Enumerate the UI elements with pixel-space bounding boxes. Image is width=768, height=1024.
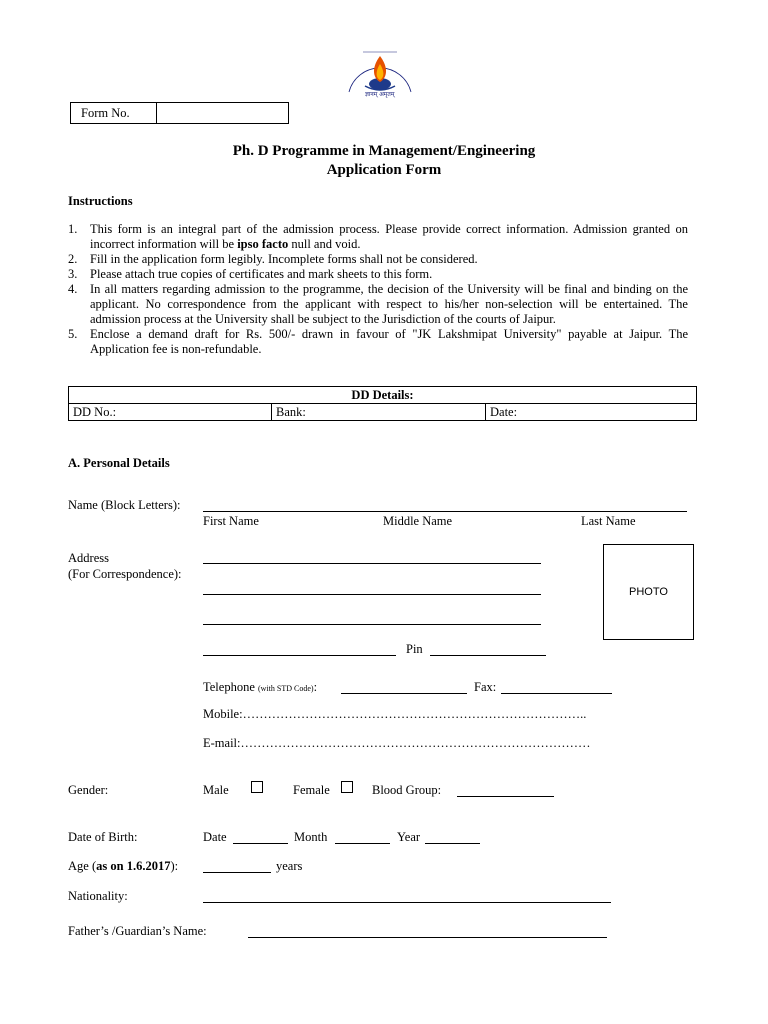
- female-checkbox[interactable]: [341, 781, 353, 796]
- middle-name-caption: Middle Name: [383, 514, 453, 528]
- gender-label: Gender:: [68, 783, 109, 797]
- form-number-label: Form No.: [71, 103, 157, 123]
- fax-input[interactable]: [501, 693, 612, 694]
- age-label: Age (as on 1.6.2017):: [68, 859, 179, 873]
- fax-label: Fax:: [474, 680, 497, 694]
- dob-year-label: Year: [397, 830, 421, 844]
- dd-details-table: [68, 386, 697, 421]
- male-label: Male: [203, 783, 229, 797]
- dob-label: Date of Birth:: [68, 830, 138, 844]
- instructions-heading: Instructions: [68, 194, 133, 208]
- dd-bank-field[interactable]: Bank:: [272, 404, 486, 421]
- form-number-field[interactable]: [157, 103, 288, 123]
- dob-date-input[interactable]: [233, 843, 288, 844]
- female-label: Female: [293, 783, 330, 797]
- instruction-item: 1. This form is an integral part of the admission process. Please provide correct information. Admission granted on incorrect information will be ipso facto null and void.: [68, 222, 688, 251]
- telephone-label: Telephone (with STD Code):: [203, 680, 318, 694]
- blood-group-input[interactable]: [457, 796, 554, 797]
- age-input[interactable]: [203, 872, 271, 873]
- address-line-2[interactable]: [203, 594, 541, 595]
- dob-month-input[interactable]: [335, 843, 390, 844]
- address-sub-label: (For Correspondence):: [68, 567, 182, 581]
- address-line-4[interactable]: [203, 655, 396, 656]
- blood-group-label: Blood Group:: [372, 783, 442, 797]
- instruction-item: 3. Please attach true copies of certificates and mark sheets to this form.: [68, 267, 433, 281]
- dd-date-field[interactable]: Date:: [486, 404, 697, 421]
- telephone-note: (with STD Code): [258, 684, 314, 693]
- telephone-input[interactable]: [341, 693, 467, 694]
- dob-month-label: Month: [294, 830, 328, 844]
- form-title: Ph. D Programme in Management/Engineering: [232, 143, 536, 159]
- male-checkbox[interactable]: [251, 781, 263, 796]
- form-subtitle: Application Form: [326, 162, 442, 178]
- name-input[interactable]: [203, 511, 687, 512]
- instruction-item: 5. Enclose a demand draft for Rs. 500/- drawn in favour of "JK Lakshmipat University" payable at Jaipur. The Application fee is non-refundable.: [68, 327, 688, 356]
- instruction-item: 2. Fill in the application form legibly. Incomplete forms shall not be considered.: [68, 252, 478, 266]
- personal-details-heading: A. Personal Details: [68, 456, 170, 470]
- address-line-1[interactable]: [203, 563, 541, 564]
- university-logo: [335, 42, 425, 104]
- instructions-list: [68, 222, 688, 357]
- pin-input[interactable]: [430, 655, 546, 656]
- first-name-caption: First Name: [203, 514, 259, 528]
- years-label: years: [276, 859, 303, 873]
- instruction-item: 4. In all matters regarding admission to the programme, the decision of the University will be final and binding on the applicant. No correspondence from the applicant with respect to his/her non-selection will be entertained. The admission process at the University shall be subject to the Jurisdiction of the courts of Jaipur.: [68, 282, 688, 326]
- photo-box[interactable]: [603, 544, 694, 640]
- address-label: Address: [68, 551, 109, 565]
- dob-date-label: Date: [203, 830, 227, 844]
- nationality-label: Nationality:: [68, 889, 128, 903]
- mobile-field[interactable]: Mobile:………………………………………………………………………..: [203, 707, 587, 721]
- email-field[interactable]: E-mail:…………………………………………………………………………: [203, 736, 591, 750]
- name-label: Name (Block Letters):: [68, 498, 181, 512]
- last-name-caption: Last Name: [581, 514, 636, 528]
- logo-motto: ज्ञानम् अमृतम्: [365, 91, 395, 98]
- address-line-3[interactable]: [203, 624, 541, 625]
- father-name-label: Father’s /Guardian’s Name:: [68, 924, 207, 938]
- pin-label: Pin: [406, 642, 423, 656]
- photo-label: PHOTO: [629, 586, 668, 598]
- nationality-input[interactable]: [203, 902, 611, 903]
- dd-number-field[interactable]: DD No.:: [69, 404, 272, 421]
- dob-year-input[interactable]: [425, 843, 480, 844]
- father-name-input[interactable]: [248, 937, 607, 938]
- form-number-box[interactable]: [70, 102, 289, 124]
- dd-details-heading: DD Details:: [69, 387, 697, 404]
